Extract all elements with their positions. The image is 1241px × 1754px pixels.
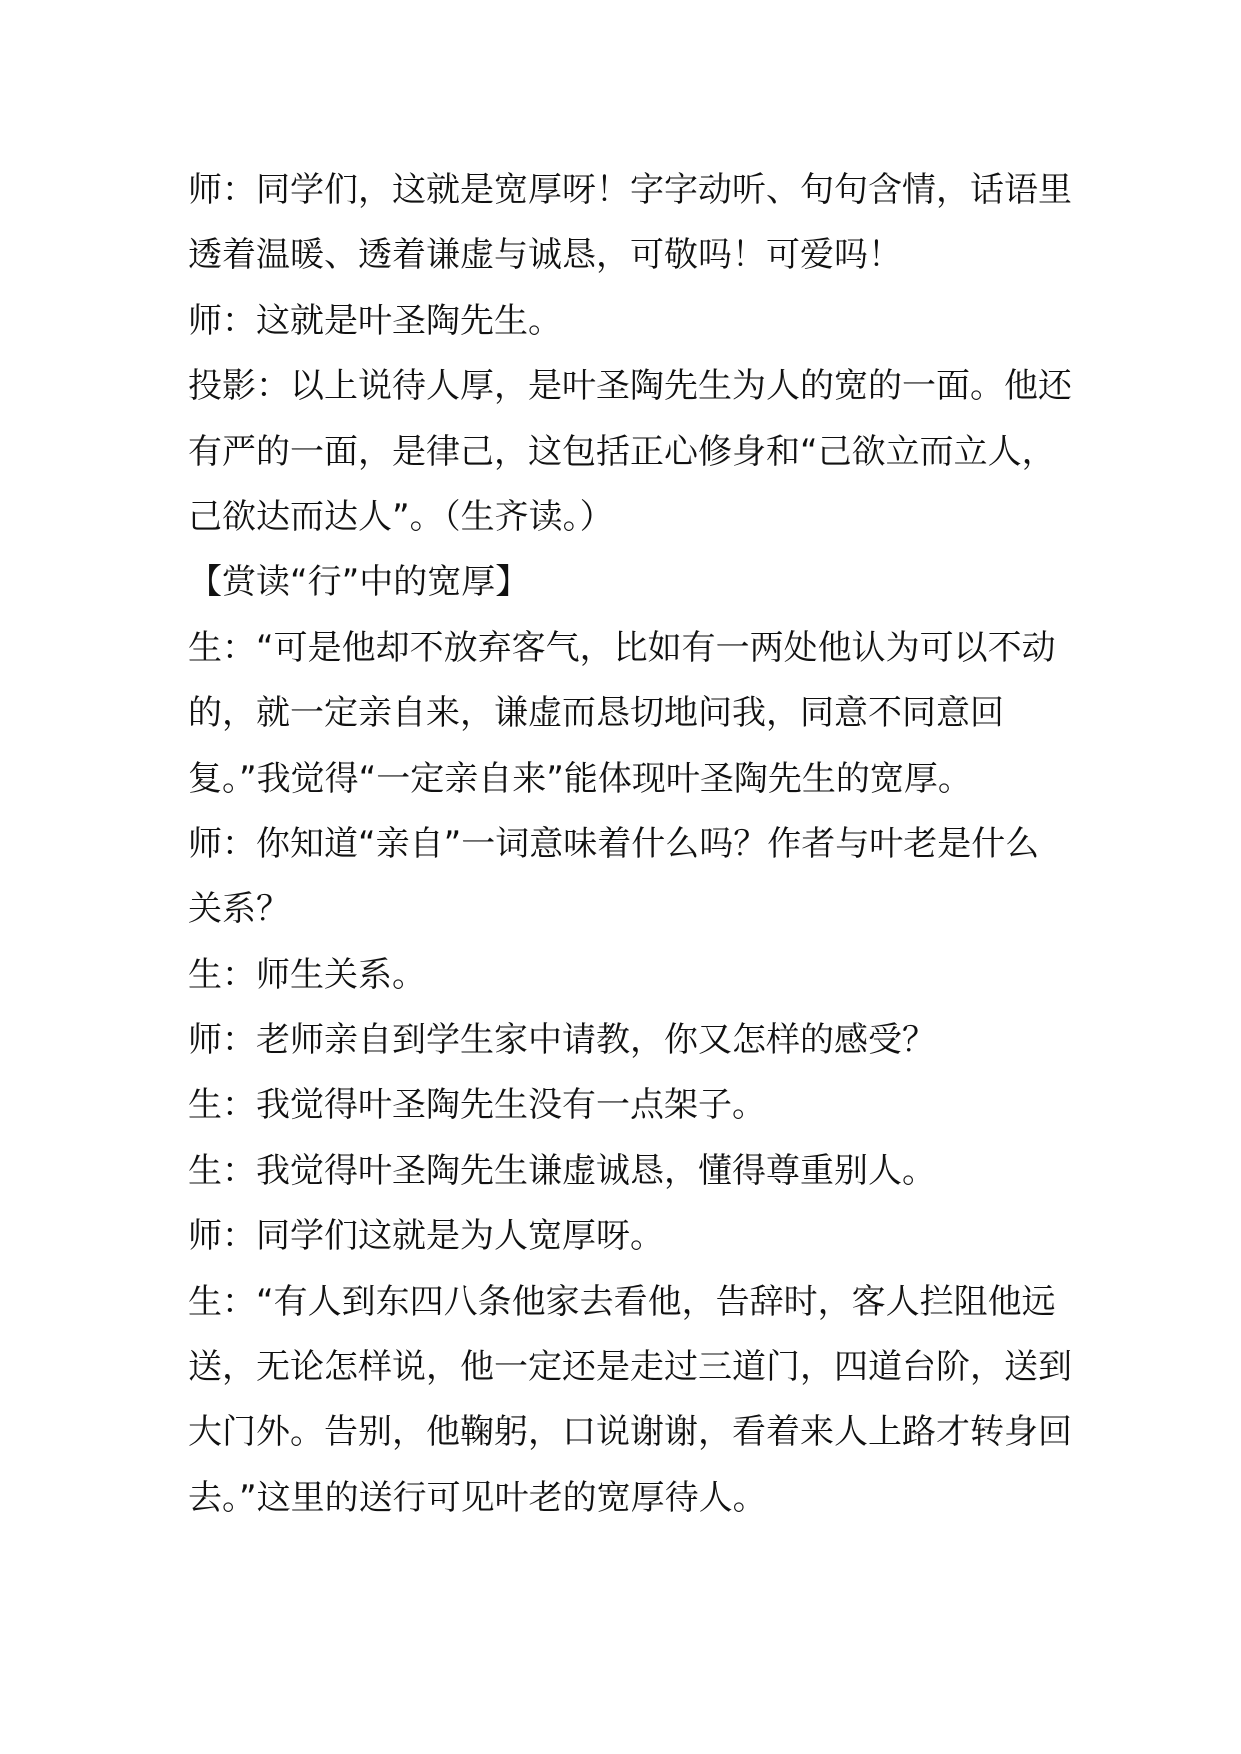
text-line: 的，就一定亲自来，谦虚而恳切地问我，同意不同意回: [188, 693, 1004, 734]
text-line: 生：“有人到东四八条他家去看他，告辞时，客人拦阻他远: [188, 1281, 1056, 1322]
text-line: 生：“可是他却不放弃客气，比如有一两处他认为可以不动: [188, 627, 1056, 668]
text-line: 师：老师亲自到学生家中请教，你又怎样的感受？: [188, 1020, 936, 1061]
text-line: 己欲达而达人”。（生齐读。）: [188, 496, 614, 537]
text-line: 大门外。告别，他鞠躬，口说谢谢，看着来人上路才转身回: [188, 1412, 1072, 1453]
text-line: 生：师生关系。: [188, 954, 426, 995]
section-heading: 【赏读“行”中的宽厚】: [188, 562, 530, 603]
text-line: 生：我觉得叶圣陶先生谦虚诚恳，懂得尊重别人。: [188, 1150, 936, 1191]
text-line: 送，无论怎样说，他一定还是走过三道门，四道台阶，送到: [188, 1347, 1072, 1388]
text-line: 透着温暖、透着谦虚与诚恳，可敬吗！可爱吗！: [188, 235, 902, 276]
text-line: 师：同学们这就是为人宽厚呀。: [188, 1216, 664, 1257]
text-line: 师：你知道“亲自”一词意味着什么吗？作者与叶老是什么: [188, 823, 1040, 864]
text-line: 去。”这里的送行可见叶老的宽厚待人。: [188, 1477, 767, 1518]
text-line: 复。”我觉得“一定亲自来”能体现叶圣陶先生的宽厚。: [188, 758, 972, 799]
body-text: [188, 158, 1072, 1531]
text-line: 有严的一面，是律己，这包括正心修身和“己欲立而立人，: [188, 431, 1056, 472]
text-line: 师：这就是叶圣陶先生。: [188, 300, 562, 341]
text-line: 投影：以上说待人厚，是叶圣陶先生为人的宽的一面。他还: [188, 366, 1072, 407]
text-line: 关系？: [188, 889, 290, 930]
text-line: 师：同学们，这就是宽厚呀！字字动听、句句含情，话语里: [188, 170, 1072, 210]
text-line: 生：我觉得叶圣陶先生没有一点架子。: [188, 1085, 766, 1126]
